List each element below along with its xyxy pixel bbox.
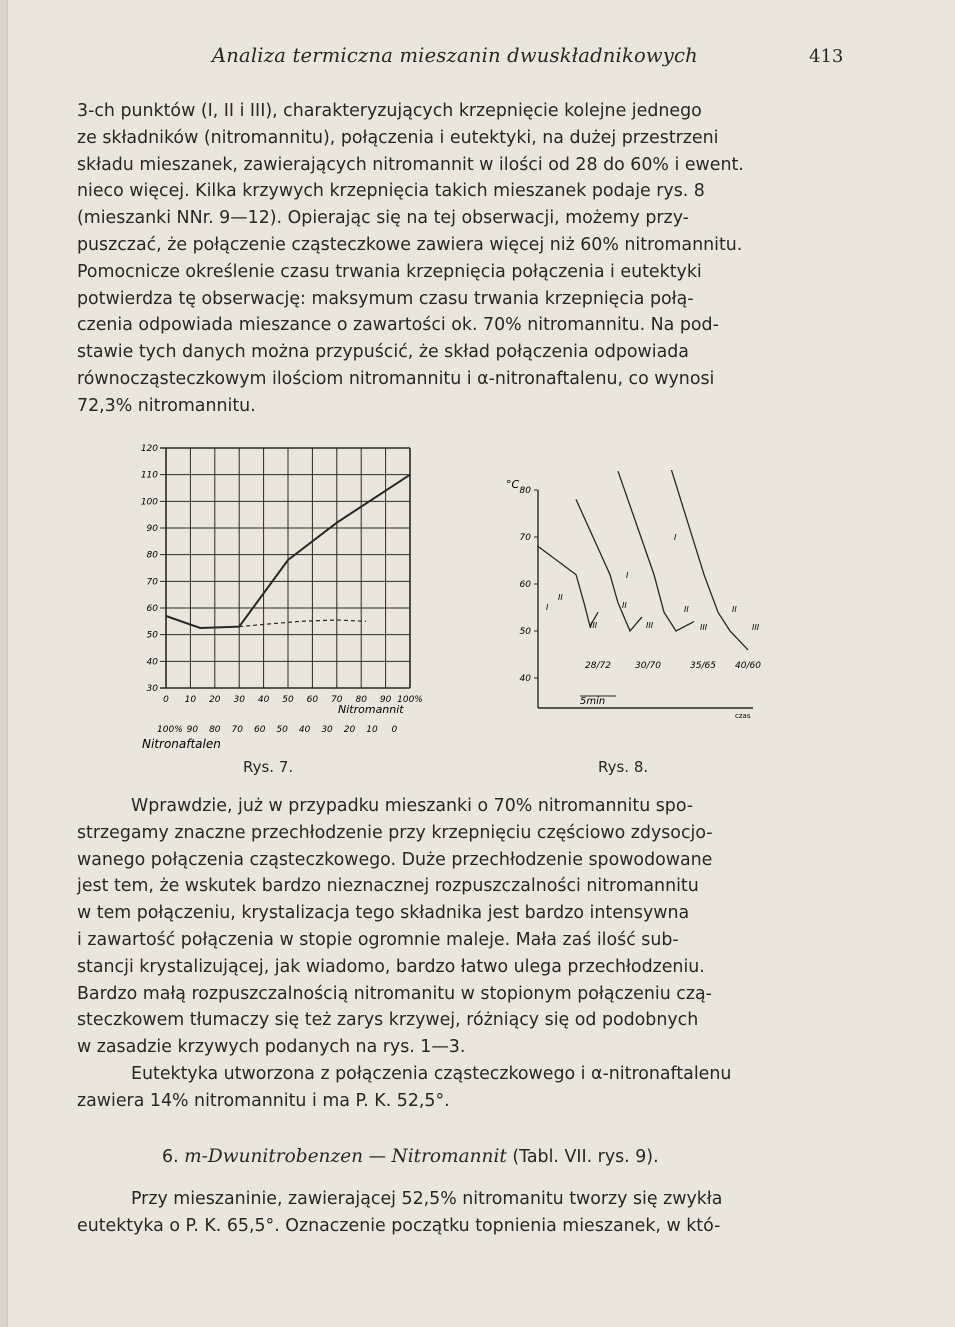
page-edge bbox=[0, 0, 8, 1327]
fig7-x2-tick-label: 70 bbox=[231, 725, 243, 735]
text-line: w tem połączeniu, krystalizacja tego składnika jest bardzo intensywna bbox=[77, 903, 690, 924]
fig8-curves bbox=[538, 470, 748, 650]
fig8-curve-label: 28/72 bbox=[585, 661, 611, 671]
fig8-y-tick-label: 70 bbox=[519, 533, 531, 543]
figure-8-chart bbox=[498, 470, 798, 740]
fig7-x-tick-label: 20 bbox=[209, 695, 221, 705]
section-heading bbox=[162, 1146, 659, 1167]
fig7-x-tick-label: 60 bbox=[306, 695, 319, 705]
fig7-y-tick-label: 120 bbox=[140, 444, 158, 454]
fig8-arrest-marker: III bbox=[752, 623, 760, 632]
text-line: stawie tych danych można przypuścić, że skład połączenia odpowiada bbox=[77, 342, 689, 363]
fig7-y-tick-label: 100 bbox=[140, 497, 158, 508]
fig8-arrest-marker: III bbox=[646, 621, 654, 630]
text-line: puszczać, że połączenie cząsteczkowe zawiera więcej niż 60% nitromannitu. bbox=[77, 234, 743, 255]
text-line: nieco więcej. Kilka krzywych krzepnięcia takich mieszanek podaje rys. 8 bbox=[77, 181, 705, 202]
figure-8-caption: Rys. 8. bbox=[598, 758, 649, 776]
fig7-x-tick-label: 80 bbox=[355, 695, 367, 705]
paragraph-1 bbox=[77, 98, 845, 420]
fig7-x2-tick-label: 100% bbox=[157, 725, 183, 735]
text-line: Wprawdzie, już w przypadku mieszanki o 70% nitromannitu spo- bbox=[131, 796, 694, 816]
text-line: ze składników (nitromannitu), połączenia i eutektyki, na dużej przestrzeni bbox=[77, 127, 719, 148]
fig8-arrest-marker: I bbox=[626, 571, 629, 580]
fig7-y-tick-label: 30 bbox=[146, 684, 158, 694]
fig7-y-tick-label: 110 bbox=[140, 470, 158, 481]
fig8-y-tick-label: 80 bbox=[519, 486, 531, 496]
paragraph-5 bbox=[77, 1186, 845, 1240]
text-line: 72,3% nitromannitu. bbox=[77, 395, 256, 416]
running-title: Analiza termiczna mieszanin dwuskładnikowych bbox=[212, 44, 698, 67]
fig8-curve-label: 30/70 bbox=[635, 661, 661, 671]
fig7-grid bbox=[160, 448, 410, 688]
fig8-curve-label: 40/60 bbox=[735, 661, 761, 671]
text-line: i zawartość połączenia w stopie ogromnie maleje. Mała zaś ilość sub- bbox=[77, 929, 679, 950]
section-title-b: Nitromannit bbox=[391, 1146, 507, 1167]
fig7-x-tick-label: 0 bbox=[163, 695, 169, 705]
fig8-cooling-curve bbox=[538, 546, 598, 626]
fig7-y-tick-label: 60 bbox=[146, 604, 158, 614]
fig7-y-tick-label: 90 bbox=[146, 524, 158, 534]
text-line: steczkowem tłumaczy się też zarys krzywej, różniący się od podobnych bbox=[77, 1010, 699, 1031]
text-line: czenia odpowiada mieszance o zawartości ok. 70% nitromannitu. Na pod- bbox=[77, 315, 719, 336]
fig7-x2-tick-label: 30 bbox=[321, 725, 333, 735]
fig7-y-tick-label: 80 bbox=[146, 550, 158, 561]
text-line: Eutektyka utworzona z połączenia cząsteczkowego i α-nitronaftalenu bbox=[131, 1064, 732, 1084]
fig8-y-tick-label: 40 bbox=[519, 674, 531, 684]
fig7-y-tick-label: 40 bbox=[146, 657, 158, 668]
text-line: Pomocnicze określenie czasu trwania krzepnięcia połączenia i eutektyki bbox=[77, 261, 702, 282]
section-ref: (Tabl. VII. rys. 9). bbox=[512, 1147, 659, 1167]
text-line: wanego połączenia cząsteczkowego. Duże przechłodzenie spowodowane bbox=[77, 849, 713, 870]
fig7-y-tick-label: 50 bbox=[146, 630, 158, 641]
fig7-x-tick-label: 10 bbox=[184, 695, 197, 705]
fig8-arrest-marker: III bbox=[700, 623, 708, 632]
text-line: Bardzo małą rozpuszczalnością nitromanitu w stopionym połączeniu czą- bbox=[77, 983, 712, 1004]
text-line: eutektyka o P. K. 65,5°. Oznaczenie początku topnienia mieszanek, w któ- bbox=[77, 1215, 721, 1236]
fig8-y-tick-label: 60 bbox=[519, 580, 531, 590]
fig7-x2-tick-label: 20 bbox=[343, 725, 356, 735]
text-line: składu mieszanek, zawierających nitromannit w ilości od 28 do 60% i ewent. bbox=[77, 154, 744, 175]
text-line: jest tem, że wskutek bardzo nieznacznej rozpuszczalności nitromannitu bbox=[77, 876, 699, 897]
fig7-x-tick-label: 40 bbox=[257, 695, 270, 705]
fig7-x2-tick-label: 50 bbox=[276, 725, 288, 735]
fig7-xlabel: Nitromannit bbox=[338, 703, 404, 716]
fig7-x2-tick-label: 90 bbox=[186, 725, 199, 735]
fig7-x2-tick-label: 80 bbox=[209, 725, 221, 735]
paragraph-3 bbox=[77, 1061, 845, 1115]
text-line: równocząsteczkowym ilościom nitromannitu i α-nitronaftalenu, co wynosi bbox=[77, 368, 715, 389]
fig7-x2-tick-label: 40 bbox=[298, 725, 311, 735]
text-line: 3-ch punktów (I, II i III), charakteryzujących krzepnięcie kolejne jednego bbox=[77, 101, 702, 121]
page-number: 413 bbox=[809, 46, 844, 67]
fig7-x2-tick-label: 0 bbox=[391, 725, 398, 735]
fig8-y-tick-label: 50 bbox=[519, 627, 531, 637]
fig7-x2-ticks bbox=[157, 725, 397, 735]
text-line: Przy mieszaninie, zawierającej 52,5% nitromanitu tworzy się zwykła bbox=[131, 1189, 723, 1209]
section-number: 6. bbox=[162, 1147, 179, 1167]
figure-7-chart bbox=[140, 438, 440, 758]
fig7-y-ticks bbox=[141, 444, 158, 694]
fig8-arrest-marker: II bbox=[558, 593, 563, 602]
fig8-arrest-marker: I bbox=[546, 603, 549, 612]
fig7-series-line bbox=[239, 620, 366, 627]
text-line: w zasadzie krzywych podanych na rys. 1—3. bbox=[77, 1037, 466, 1058]
figure-7-caption: Rys. 7. bbox=[243, 758, 294, 776]
section-dash: — bbox=[368, 1147, 386, 1167]
fig7-x-tick-label: 50 bbox=[282, 695, 294, 705]
fig8-ylabel: °C bbox=[506, 478, 520, 491]
paragraph-2 bbox=[77, 793, 845, 1061]
fig7-y-tick-label: 70 bbox=[146, 577, 158, 588]
fig8-curve-labels bbox=[585, 661, 761, 671]
fig7-xlabel2: Nitronaftalen bbox=[142, 737, 221, 751]
fig7-x2-tick-label: 10 bbox=[366, 725, 378, 735]
fig8-curve-label: 35/65 bbox=[690, 661, 716, 671]
fig8-arrest-marker: II bbox=[732, 605, 737, 614]
fig8-axes bbox=[538, 490, 753, 708]
fig8-arrest-marker: I bbox=[674, 533, 677, 542]
text-line: stancji krystalizującej, jak wiadomo, bardzo łatwo ulega przechłodzeniu. bbox=[77, 956, 705, 977]
text-line: strzegamy znaczne przechłodzenie przy krzepnięciu częściowo zdysocjo- bbox=[77, 822, 713, 843]
fig8-cooling-curve bbox=[618, 471, 694, 631]
text-line: (mieszanki NNr. 9—12). Opierając się na tej obserwacji, możemy przy- bbox=[77, 208, 689, 229]
fig7-x-tick-label: 30 bbox=[233, 695, 245, 705]
fig8-arrest-marker: II bbox=[684, 605, 689, 614]
fig8-arrest-marker: II bbox=[622, 601, 627, 610]
fig7-x2-tick-label: 60 bbox=[253, 725, 266, 735]
text-line: potwierdza tę obserwację: maksymum czasu trwania krzepnięcia połą- bbox=[77, 288, 694, 309]
fig8-arrest-marker: III bbox=[590, 621, 598, 630]
text-line: zawiera 14% nitromannitu i ma P. K. 52,5°. bbox=[77, 1090, 450, 1111]
fig7-x-tick-label: 70 bbox=[331, 695, 343, 705]
section-title-a: m-Dwunitrobenzen bbox=[184, 1146, 364, 1167]
fig8-time-scale: 5min bbox=[580, 696, 606, 707]
fig8-y-ticks bbox=[520, 486, 538, 684]
fig8-xlabel: czas bbox=[735, 712, 751, 720]
fig7-x-tick-label: 100% bbox=[397, 695, 423, 705]
fig7-x-tick-label: 90 bbox=[379, 695, 392, 705]
running-header bbox=[0, 44, 955, 74]
